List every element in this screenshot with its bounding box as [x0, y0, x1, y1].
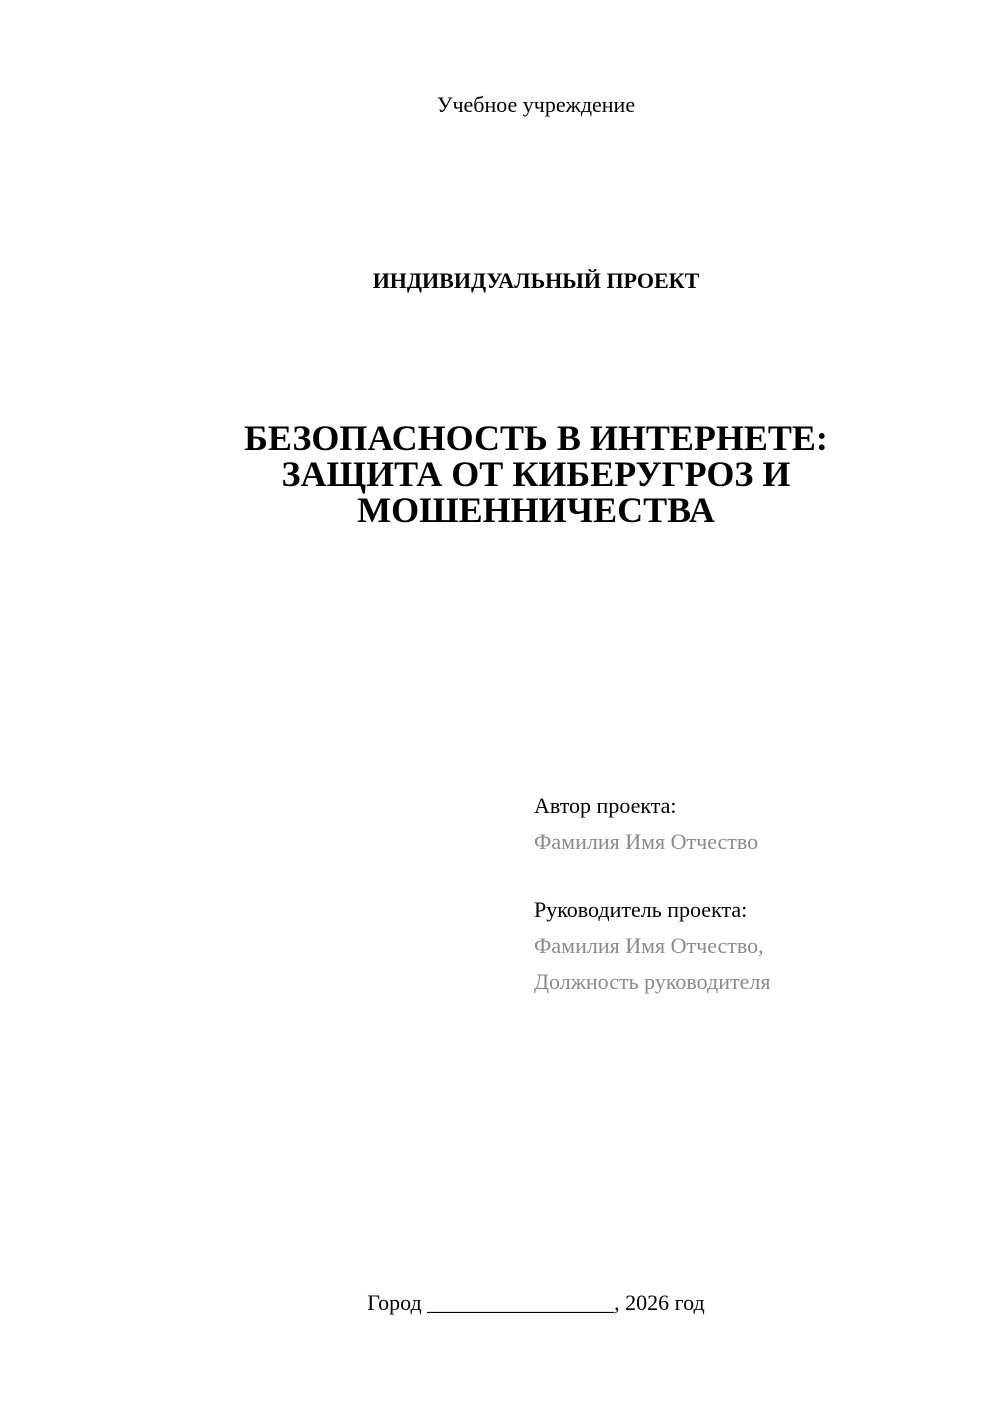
supervisor-name: Фамилия Имя Отчество, — [534, 933, 764, 958]
supervisor-position: Должность руководителя — [534, 969, 771, 994]
project-title-line-2: ЗАЩИТА ОТ КИБЕРУГРОЗ И — [281, 454, 791, 494]
city-year-line: Город _________________, 2026 год — [367, 1290, 705, 1315]
supervisor-label: Руководитель проекта: — [534, 897, 748, 922]
author-label: Автор проекта: — [534, 793, 677, 818]
institution-name: Учебное учреждение — [436, 92, 636, 117]
project-type-heading: ИНДИВИДУАЛЬНЫЙ ПРОЕКТ — [372, 268, 700, 293]
author-name: Фамилия Имя Отчество — [534, 829, 759, 854]
project-title-line-1: БЕЗОПАСНОСТЬ В ИНТЕРНЕТЕ: — [244, 418, 828, 458]
project-title-line-3: МОШЕННИЧЕСТВА — [357, 490, 715, 530]
credits-block — [534, 788, 974, 1000]
project-title — [0, 420, 1000, 528]
credits-spacer — [534, 860, 974, 892]
